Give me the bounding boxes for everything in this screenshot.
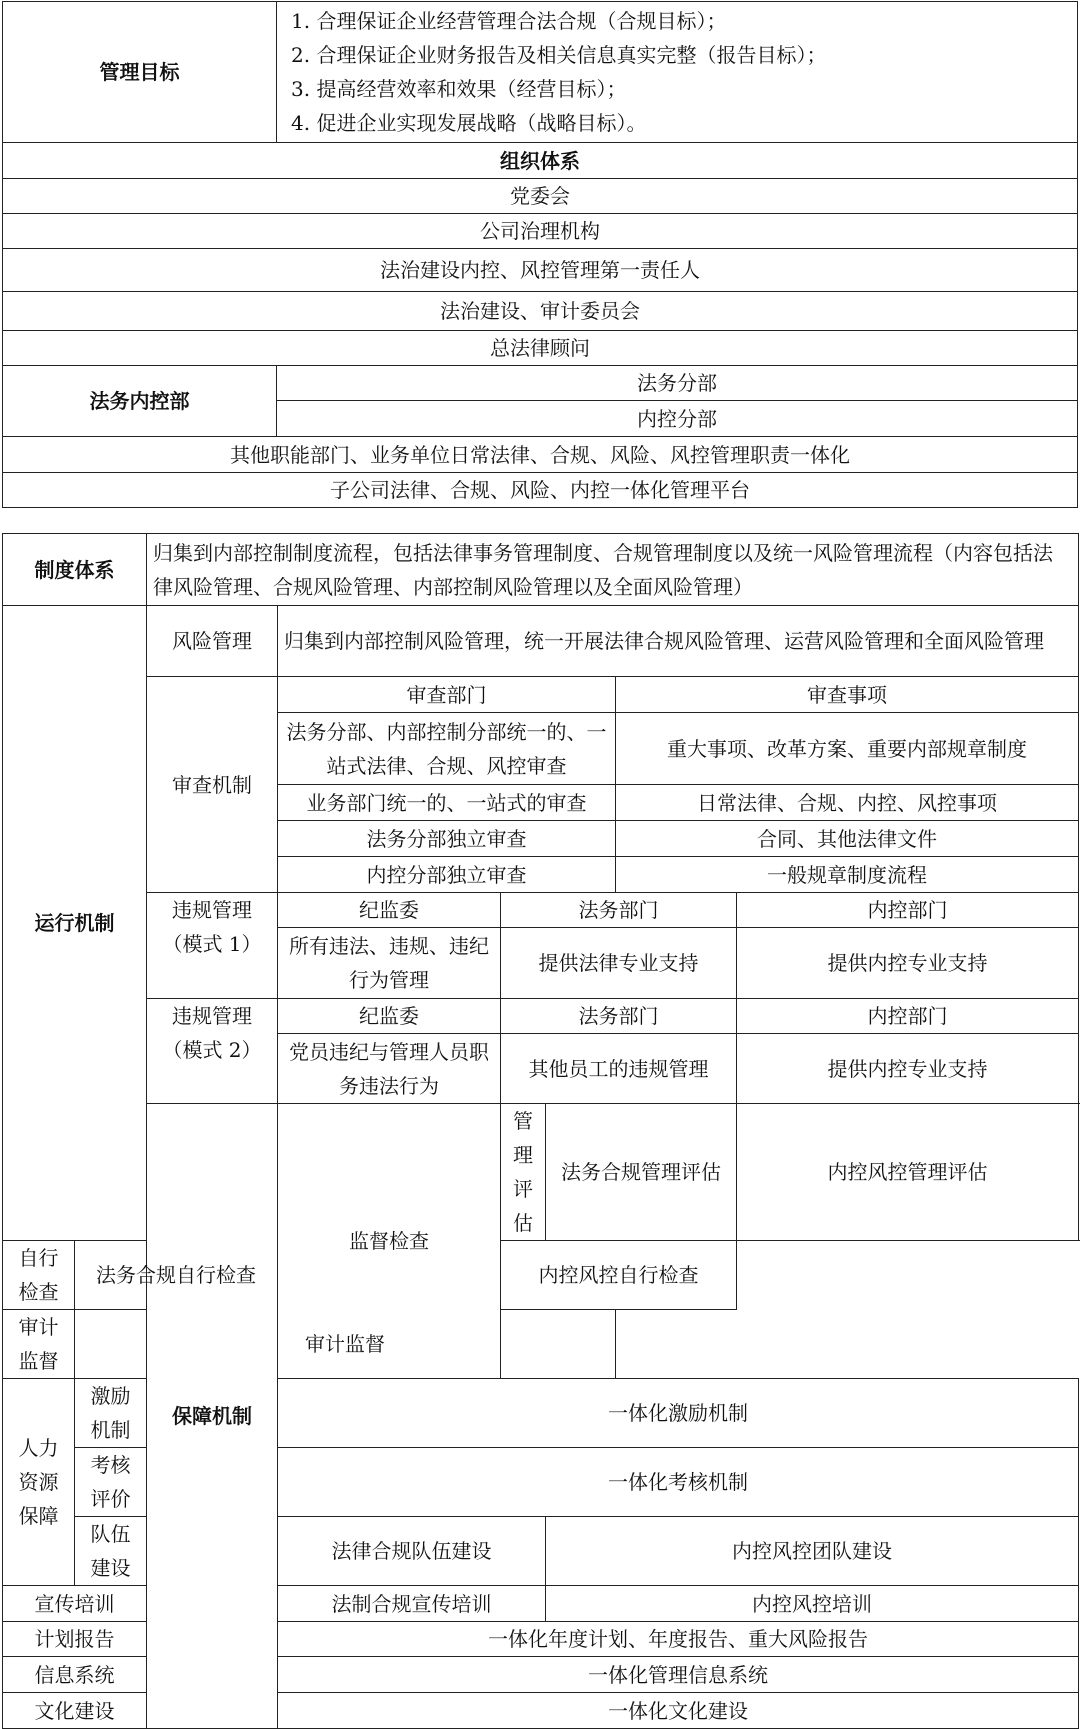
team-label: 队伍建设 xyxy=(75,1517,147,1586)
control-sub-dept: 内控分部 xyxy=(277,401,1078,437)
general-counsel: 总法律顾问 xyxy=(3,331,1078,366)
violation-cell: 党员违纪与管理人员职务违法行为 xyxy=(278,1034,501,1104)
subsidiary-platform: 子公司法律、合规、风险、内控一体化管理平台 xyxy=(3,473,1078,508)
eval-control: 内控风控管理评估 xyxy=(737,1104,1079,1241)
eval-label: 管理评估 xyxy=(501,1104,546,1241)
plan-text: 一体化年度计划、年度报告、重大风险报告 xyxy=(278,1622,1079,1657)
culture-text: 一体化文化建设 xyxy=(278,1693,1079,1729)
publicity-legal: 法制合规宣传培训 xyxy=(278,1586,546,1622)
organization-table xyxy=(2,1,1078,508)
violation-head: 法务部门 xyxy=(501,893,737,928)
legal-dept-label: 法务内控部 xyxy=(3,366,277,437)
hr-label: 人力资源保障 xyxy=(3,1379,75,1586)
incentive-text: 一体化激励机制 xyxy=(278,1379,1079,1448)
violation-cell: 提供内控专业支持 xyxy=(737,1034,1079,1104)
audit-text: 审计监督 xyxy=(75,1310,616,1379)
review-label: 审查机制 xyxy=(147,677,278,893)
violation-cell: 提供法律专业支持 xyxy=(501,928,737,999)
org-system-title: 组织体系 xyxy=(3,143,1078,179)
review-head-dept: 审查部门 xyxy=(278,677,616,713)
publicity-control: 内控风控培训 xyxy=(546,1586,1079,1622)
selfcheck-label: 自行检查 xyxy=(3,1241,75,1310)
info-text: 一体化管理信息系统 xyxy=(278,1657,1079,1693)
eval-legal: 法务合规管理评估 xyxy=(546,1104,737,1241)
system-label: 制度体系 xyxy=(3,534,147,606)
review-item: 合同、其他法律文件 xyxy=(616,821,1079,857)
violation-head: 纪监委 xyxy=(278,999,501,1034)
team-legal: 法律合规队伍建设 xyxy=(278,1517,546,1586)
risk-label: 风险管理 xyxy=(147,606,278,677)
goals-list xyxy=(277,2,1078,143)
supervision-label: 监督检查 xyxy=(278,1104,501,1379)
incentive-label: 激励机制 xyxy=(75,1379,147,1448)
review-dept: 法务分部独立审查 xyxy=(278,821,616,857)
system-text: 归集到内部控制制度流程，包括法律事务管理制度、合规管理制度以及统一风险管理流程（内容包括法律风险管理、合规风险管理、内部控制风险管理以及全面风险管理） xyxy=(147,534,1079,606)
violation-head: 法务部门 xyxy=(501,999,737,1034)
violation-head: 纪监委 xyxy=(278,893,501,928)
info-label: 信息系统 xyxy=(3,1657,147,1693)
other-departments: 其他职能部门、业务单位日常法律、合规、风险、风控管理职责一体化 xyxy=(3,437,1078,473)
party-committee: 党委会 xyxy=(3,179,1078,214)
selfcheck-legal: 法务合规自行检查 xyxy=(75,1241,278,1310)
goal-item: 1. 合理保证企业经营管理合法合规（合规目标）； xyxy=(291,9,727,33)
risk-text: 归集到内部控制风险管理，统一开展法律合规风险管理、运营风险管理和全面风险管理 xyxy=(278,606,1079,677)
governance-body: 公司治理机构 xyxy=(3,214,1078,249)
audit-committee: 法治建设、审计委员会 xyxy=(3,292,1078,331)
first-responsible: 法治建设内控、风控管理第一责任人 xyxy=(3,249,1078,292)
selfcheck-control: 内控风控自行检查 xyxy=(501,1241,737,1310)
violation-cell: 所有违法、违规、违纪行为管理 xyxy=(278,928,501,999)
guarantee-label: 保障机制 xyxy=(147,1104,278,1729)
assess-label: 考核评价 xyxy=(75,1448,147,1517)
legal-sub-dept: 法务分部 xyxy=(277,366,1078,401)
goal-item: 2. 合理保证企业财务报告及相关信息真实完整（报告目标）； xyxy=(291,43,827,67)
operation-label: 运行机制 xyxy=(3,606,147,1241)
audit-label: 审计监督 xyxy=(3,1310,75,1379)
mechanism-table xyxy=(2,533,1079,1729)
violation-cell: 其他员工的违规管理 xyxy=(501,1034,737,1104)
review-dept: 内控分部独立审查 xyxy=(278,857,616,893)
team-control: 内控风控团队建设 xyxy=(546,1517,1079,1586)
violation-head: 内控部门 xyxy=(737,999,1079,1034)
violation-head: 内控部门 xyxy=(737,893,1079,928)
review-dept: 业务部门统一的、一站式的审查 xyxy=(278,785,616,821)
review-item: 一般规章制度流程 xyxy=(616,857,1079,893)
publicity-label: 宣传培训 xyxy=(3,1586,147,1622)
assess-text: 一体化考核机制 xyxy=(278,1448,1079,1517)
goals-label: 管理目标 xyxy=(3,2,277,143)
review-dept: 法务分部、内部控制分部统一的、一站式法律、合规、风控审查 xyxy=(278,713,616,785)
plan-label: 计划报告 xyxy=(3,1622,147,1657)
violation-cell: 提供内控专业支持 xyxy=(737,928,1079,999)
review-item: 日常法律、合规、内控、风控事项 xyxy=(616,785,1079,821)
violation-mode2-label: 违规管理（模式 2） xyxy=(147,999,278,1104)
goal-item: 3. 提高经营效率和效果（经营目标）； xyxy=(291,77,627,101)
goal-item: 4. 促进企业实现发展战略（战略目标）。 xyxy=(291,111,647,135)
review-head-item: 审查事项 xyxy=(616,677,1079,713)
culture-label: 文化建设 xyxy=(3,1693,147,1729)
violation-mode1-label: 违规管理（模式 1） xyxy=(147,893,278,999)
review-item: 重大事项、改革方案、重要内部规章制度 xyxy=(616,713,1079,785)
